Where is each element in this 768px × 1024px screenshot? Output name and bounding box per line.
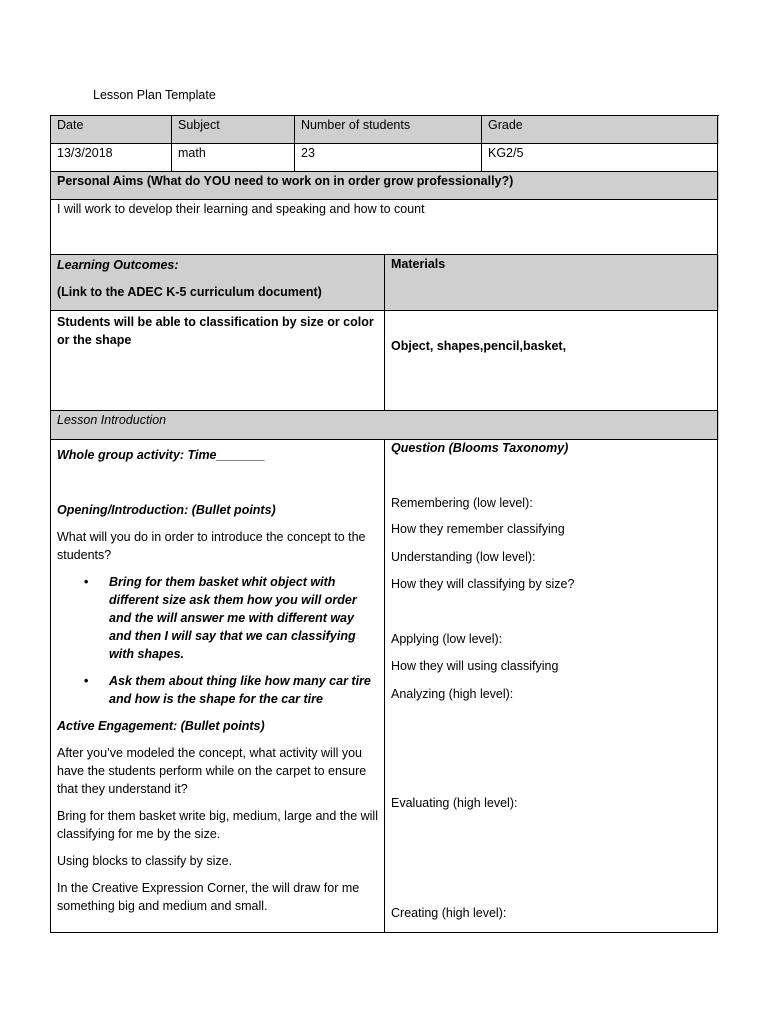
lesson-intro-row [51,411,719,440]
bullet-item [84,672,378,708]
learning-outcomes-cell [51,311,385,411]
lesson-body-row [51,440,719,933]
lesson-plan-table [50,115,719,933]
materials-cell [385,311,718,411]
learning-outcomes-label: Learning Outcomes: [57,258,179,272]
outcomes-header-row [51,255,719,311]
personal-aims-row [51,172,719,200]
materials-label: Materials [385,255,718,311]
creating-label: Creating (high level): [391,906,507,920]
opening-prompt: What will you do in order to introduce the concept to the students? [57,530,366,562]
evaluating-label: Evaluating (high level): [391,796,518,810]
personal-aims-label: Personal Aims (What do YOU need to work on in order grow professionally?) [51,172,718,200]
grade-value: KG2/5 [482,144,718,172]
materials-text: Object, shapes,pencil,basket, [391,339,567,353]
remembering-text: How they remember classifying [391,522,565,536]
students-header: Number of students [295,116,482,144]
bullet-text: Bring for them basket whit object with different size ask them how you will order and the will answer me with different way and then I will say that we can classifying with shapes. [109,575,357,661]
bullet-item [84,573,378,663]
question-heading: Question (Blooms Taxonomy) [391,441,569,455]
activity-paragraph-3: In the Creative Expression Corner, the will draw for me something big and medium and small. [57,881,360,913]
bullet-text: Ask them about thing like how many car tire and how is the shape for the car tire [109,674,371,706]
lesson-intro-label: Lesson Introduction [51,411,718,440]
whole-group-activity: Whole group activity: Time_______ [57,448,266,462]
personal-aims-text: I will work to develop their learning and speaking and how to count [51,200,718,255]
understanding-label: Understanding (low level): [391,550,536,564]
analyzing-label: Analyzing (high level): [391,687,514,701]
learning-outcomes-text: Students will be able to classification by size or color or the shape [57,315,374,347]
active-engagement-prompt: After you’ve modeled the concept, what activity will you have the students perform while on the carpet to ensure that they understand it? [57,746,367,796]
opening-heading: Opening/Introduction: (Bullet points) [57,503,276,517]
understanding-text: How they will classifying by size? [391,577,575,591]
header-row [51,116,719,144]
learning-outcomes-header [51,255,385,311]
opening-bullets [57,573,378,708]
activity-paragraph-1: Bring for them basket write big, medium, large and the will classifying for me by the size. [57,809,378,841]
bullet-dot-icon: • [84,674,89,688]
applying-text: How they will using classifying [391,659,559,673]
date-header: Date [51,116,172,144]
students-value: 23 [295,144,482,172]
subject-header: Subject [172,116,295,144]
activity-paragraph-2: Using blocks to classify by size. [57,854,233,868]
active-engagement-heading: Active Engagement: (Bullet points) [57,719,265,733]
date-value: 13/3/2018 [51,144,172,172]
right-column [385,440,718,933]
left-column [51,440,385,933]
applying-label: Applying (low level): [391,632,503,646]
adec-link-text: (Link to the ADEC K-5 curriculum document) [57,285,322,299]
subject-value: math [172,144,295,172]
document-title: Lesson Plan Template [93,88,216,102]
personal-aims-text-row [51,200,719,255]
remembering-label: Remembering (low level): [391,496,533,510]
values-row [51,144,719,172]
bullet-dot-icon: • [84,575,89,589]
outcomes-content-row [51,311,719,411]
grade-header: Grade [482,116,718,144]
